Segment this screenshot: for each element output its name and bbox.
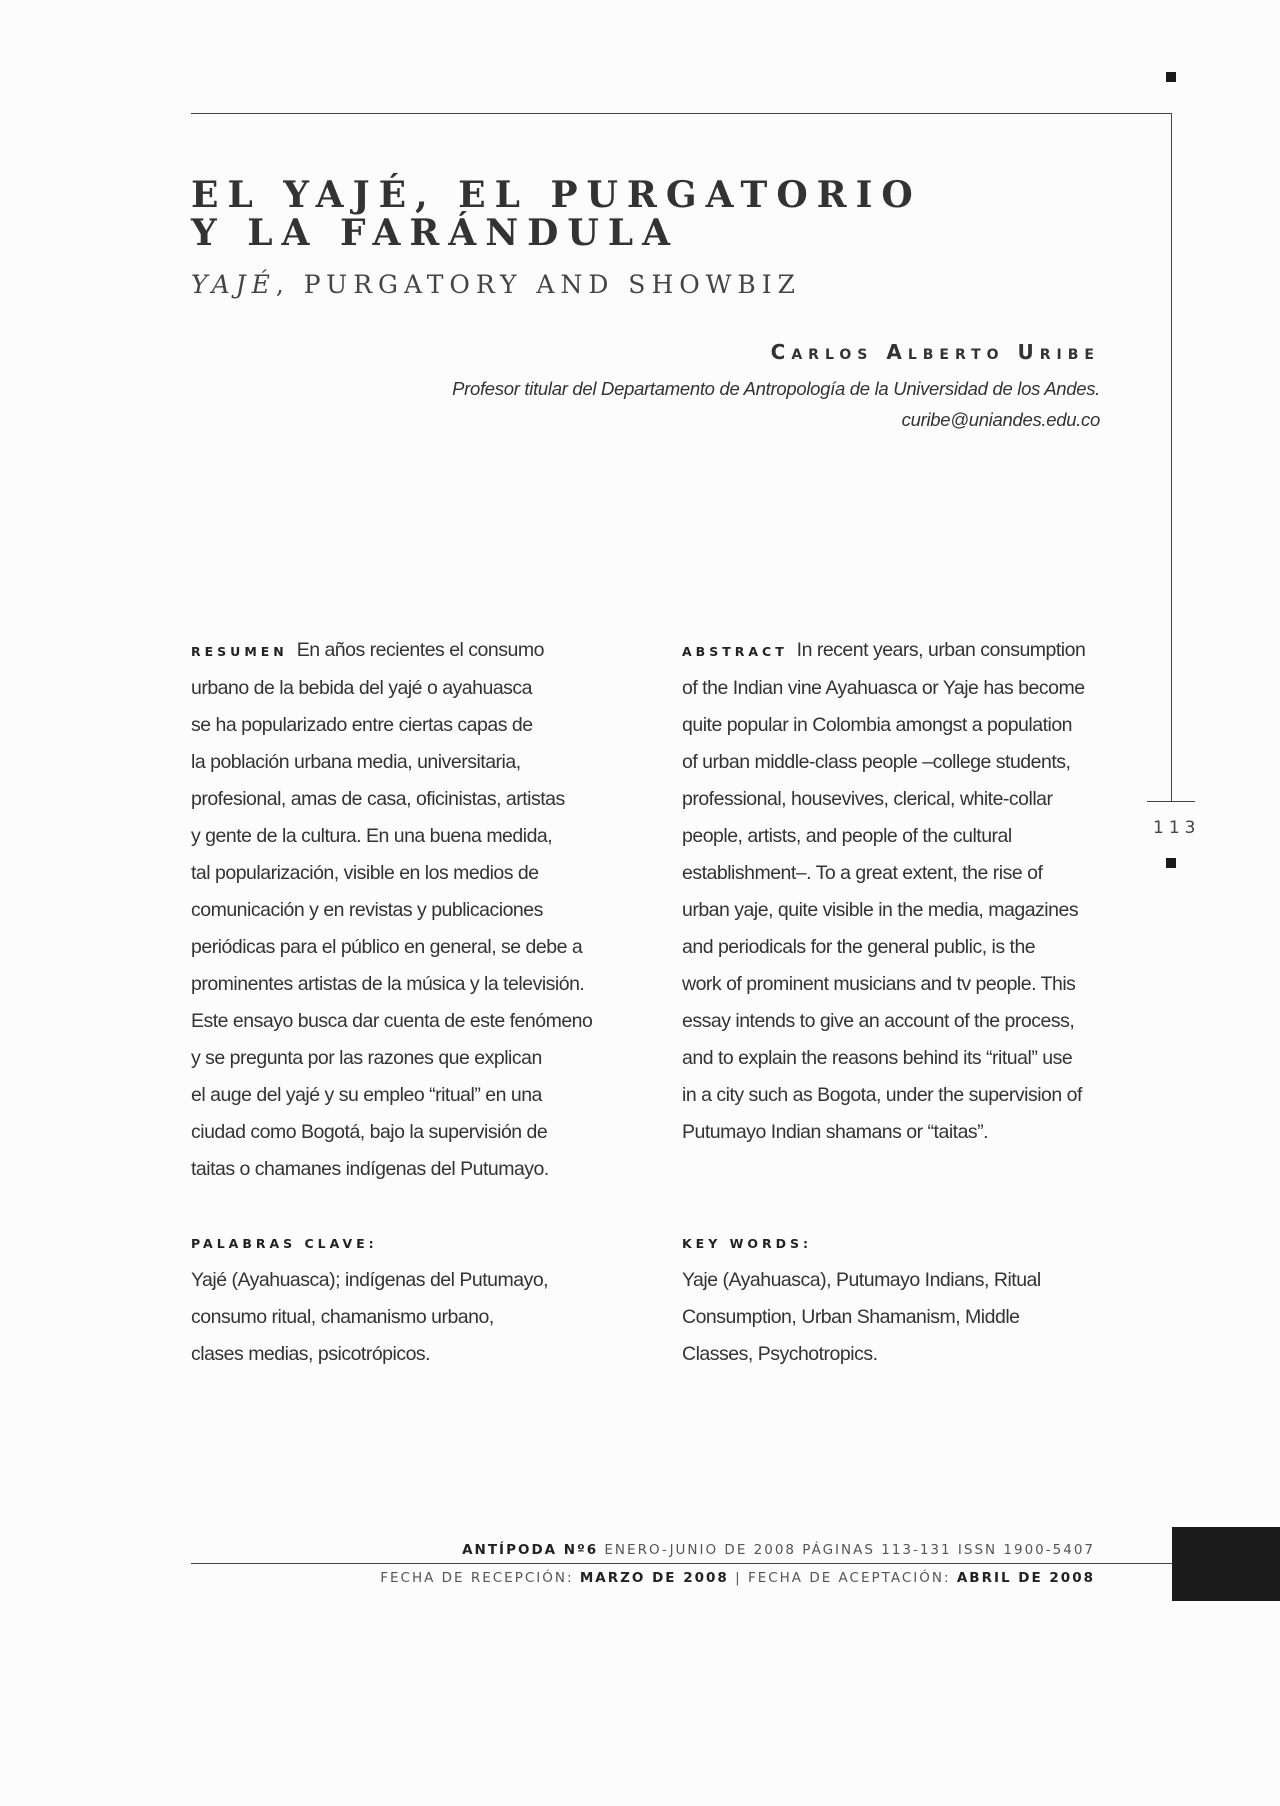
resumen-line: profesional, amas de casa, oficinistas, artistas	[191, 788, 565, 810]
abstract-line: establishment–. To a great extent, the rise of	[682, 862, 1043, 884]
journal-name: ANTÍPODA Nº6	[462, 1542, 599, 1558]
keywords-en-label: KEY WORDS:	[682, 1236, 813, 1251]
footer-journal-info	[462, 1542, 1095, 1558]
reception-date: MARZO DE 2008	[579, 1570, 729, 1586]
keywords-en-line: Classes, Psychotropics.	[682, 1343, 878, 1365]
top-rule	[191, 113, 1172, 114]
acceptance-label: FECHA DE ACEPTACIÓN:	[747, 1570, 951, 1586]
author-name: Carlos Alberto Uribe	[770, 340, 1100, 364]
abstract-line: essay intends to give an account of the process,	[682, 1010, 1075, 1032]
page-number-square	[1166, 858, 1176, 868]
resumen-line: y gente de la cultura. En una buena medida,	[191, 825, 553, 847]
author-affiliation: Profesor titular del Departamento de Antropología de la Universidad de los Andes.	[452, 378, 1100, 399]
resumen-line: En años recientes el consumo	[296, 639, 544, 661]
dates-separator: |	[735, 1570, 742, 1586]
abstract-line: work of prominent musicians and tv people. This	[682, 973, 1076, 995]
resumen-line: urbano de la bebida del yajé o ayahuasca	[191, 677, 533, 699]
abstract-line: and to explain the reasons behind its “ritual” use	[682, 1047, 1073, 1069]
abstract-label: ABSTRACT	[682, 644, 788, 659]
resumen-line: y se pregunta por las razones que explican	[191, 1047, 542, 1069]
resumen-label: RESUMEN	[191, 644, 288, 659]
keywords-en-line: Yaje (Ayahuasca), Putumayo Indians, Ritual	[682, 1269, 1041, 1291]
author-email[interactable]: curibe@uniandes.edu.co	[901, 409, 1100, 430]
keywords-en-line: Consumption, Urban Shamanism, Middle	[682, 1306, 1020, 1328]
abstract-line: quite popular in Colombia amongst a population	[682, 714, 1073, 736]
abstract-line: and periodicals for the general public, is the	[682, 936, 1036, 958]
abstract-line: of urban middle-class people –college students,	[682, 751, 1071, 773]
footer-rule	[191, 1563, 1172, 1564]
abstract-line: in a city such as Bogota, under the supervision of	[682, 1084, 1082, 1106]
reception-label: FECHA DE RECEPCIÓN:	[380, 1570, 574, 1586]
title-line-1: EL YAJÉ, EL PURGATORIO	[191, 174, 922, 216]
resumen-line: el auge del yajé y su empleo “ritual” en una	[191, 1084, 542, 1106]
abstract-first-line	[682, 632, 1122, 670]
resumen-line: Este ensayo busca dar cuenta de este fenómeno	[191, 1010, 593, 1032]
footer-black-tab	[1172, 1527, 1280, 1601]
resumen-column	[191, 632, 631, 1188]
abstract-column	[682, 632, 1122, 1151]
title-line-2: Y LA FARÁNDULA	[191, 212, 680, 254]
acceptance-date: ABRIL DE 2008	[956, 1570, 1095, 1586]
abstract-line: people, artists, and people of the cultural	[682, 825, 1012, 847]
footer-dates	[380, 1570, 1095, 1586]
subtitle	[191, 270, 801, 299]
resumen-line: taitas o chamanes indígenas del Putumayo.	[191, 1158, 549, 1180]
subtitle-rest: , PURGATORY AND SHOWBIZ	[275, 270, 802, 299]
abstract-line: Putumayo Indian shamans or “taitas”.	[682, 1121, 989, 1143]
resumen-line: la población urbana media, universitaria,	[191, 751, 521, 773]
resumen-line: tal popularización, visible en los medios de	[191, 862, 539, 884]
keywords-es-line: clases medias, psicotrópicos.	[191, 1343, 431, 1365]
keywords-es-label: PALABRAS CLAVE:	[191, 1236, 378, 1251]
keywords-es	[191, 1262, 548, 1373]
abstract-line: urban yaje, quite visible in the media, magazines	[682, 899, 1079, 921]
resumen-line: comunicación y en revistas y publicaciones	[191, 899, 543, 921]
page-number: 113	[1153, 818, 1201, 838]
subtitle-italic: YAJÉ	[191, 270, 276, 299]
resumen-first-line	[191, 632, 631, 670]
abstract-line: In recent years, urban consumption	[796, 639, 1086, 661]
resumen-line: se ha popularizado entre ciertas capas de	[191, 714, 533, 736]
keywords-es-line: consumo ritual, chamanismo urbano,	[191, 1306, 494, 1328]
abstract-line: professional, housevives, clerical, white-collar	[682, 788, 1053, 810]
resumen-line: periódicas para el público en general, se debe a	[191, 936, 583, 958]
resumen-line: prominentes artistas de la música y la televisión.	[191, 973, 585, 995]
issue-info: ENERO-JUNIO DE 2008 PÁGINAS 113-131 ISSN 1900-5407	[604, 1542, 1095, 1558]
resumen-line: ciudad como Bogotá, bajo la supervisión de	[191, 1121, 548, 1143]
keywords-es-line: Yajé (Ayahuasca); indígenas del Putumayo,	[191, 1269, 549, 1291]
corner-square-top	[1166, 72, 1176, 82]
page-number-rule	[1147, 801, 1195, 802]
author-affiliation-block	[452, 373, 1100, 435]
keywords-en	[682, 1262, 1041, 1373]
abstract-line: of the Indian vine Ayahuasca or Yaje has become	[682, 677, 1085, 699]
right-vertical-rule	[1171, 113, 1172, 801]
